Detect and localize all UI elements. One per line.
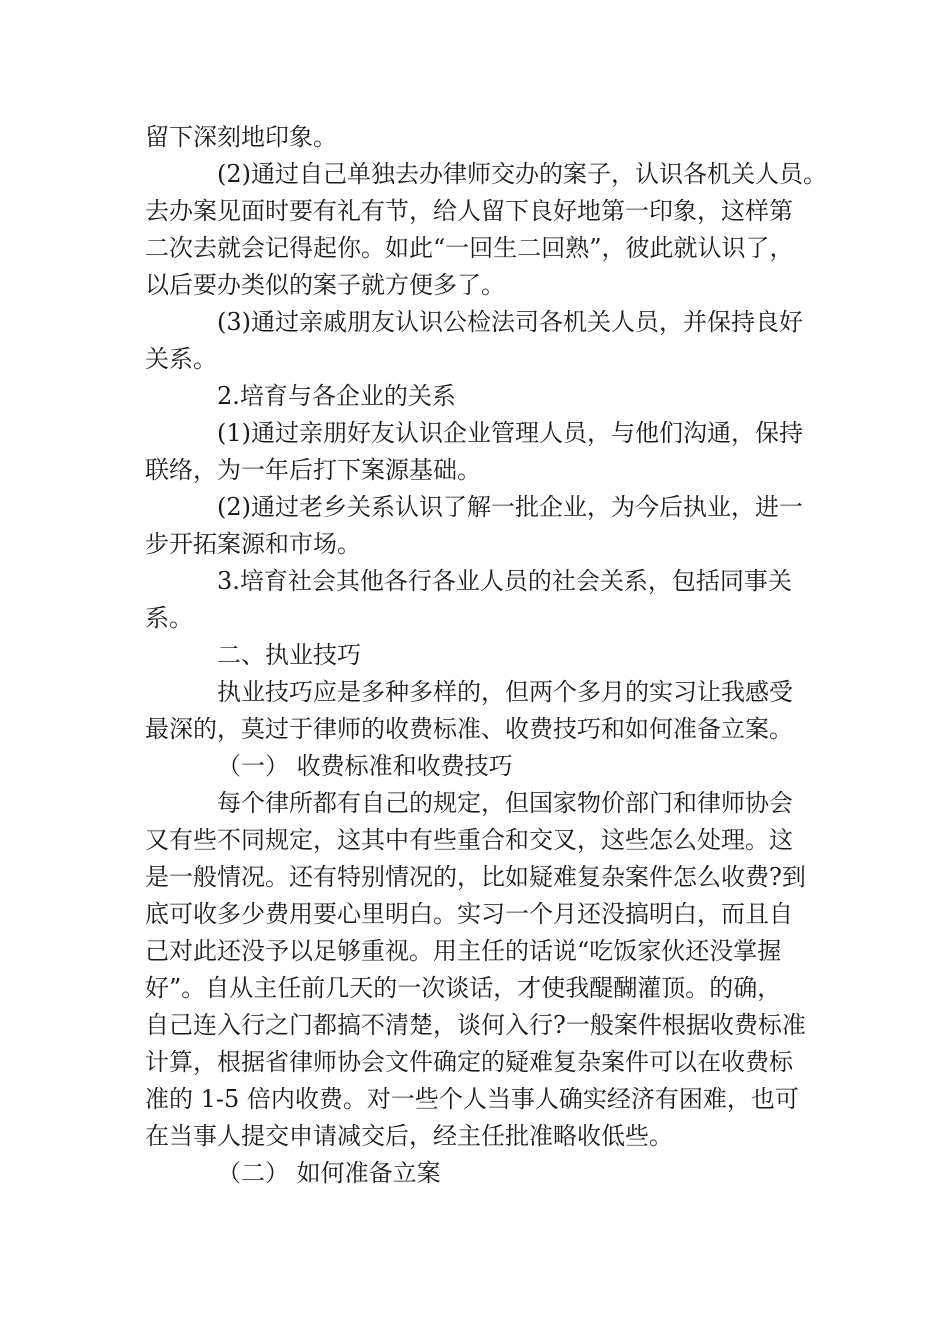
text-line: 3.培育社会其他各行各业人员的社会关系，包括同事关: [217, 567, 792, 595]
text-line: 系。: [145, 604, 193, 632]
text-line: 最深的，莫过于律师的收费标准、收费技巧和如何准备立案。: [145, 715, 793, 743]
section-heading: 二、执业技巧: [217, 641, 361, 669]
text-line: 关系。: [145, 345, 217, 373]
section-heading: （一） 收费标准和收费技巧: [217, 752, 513, 780]
text-line: (1)通过亲朋好友认识企业管理人员，与他们沟通，保持: [217, 419, 803, 447]
section-heading: （二） 如何准备立案: [217, 1159, 441, 1187]
text-line: 是一般情况。还有特别情况的，比如疑难复杂案件怎么收费?到: [145, 863, 806, 891]
text-line: 准的 1-5 倍内收费。对一些个人当事人确实经济有困难，也可: [145, 1085, 799, 1113]
text-line: 又有些不同规定，这其中有些重合和交叉，这些怎么处理。这: [145, 826, 793, 854]
text-line: 去办案见面时要有礼有节，给人留下良好地第一印象，这样第: [145, 197, 793, 225]
section-heading: 2.培育与各企业的关系: [217, 382, 456, 410]
text-line: (2)通过老乡关系认识了解一批企业，为今后执业，进一: [217, 493, 803, 521]
text-line: 计算，根据省律师协会文件确定的疑难复杂案件可以在收费标: [145, 1048, 793, 1076]
text-line: 二次去就会记得起你。如此“一回生二回熟”，彼此就认识了，: [145, 234, 794, 262]
text-line: 联络，为一年后打下案源基础。: [145, 456, 481, 484]
text-line: 自己连入行之门都搞不清楚，谈何入行?一般案件根据收费标准: [145, 1011, 806, 1039]
text-line: 己对此还没予以足够重视。用主任的话说“吃饭家伙还没掌握: [145, 937, 782, 965]
text-line: 在当事人提交申请减交后，经主任批准略收低些。: [145, 1122, 673, 1150]
text-line: 底可收多少费用要心里明白。实习一个月还没搞明白，而且自: [145, 900, 793, 928]
text-line: 好”。自从主任前几天的一次谈话，才使我醍醐灌顶。的确，: [145, 974, 782, 1002]
text-line: 留下深刻地印象。: [145, 123, 337, 151]
text-line: 以后要办类似的案子就方便多了。: [145, 271, 505, 299]
text-line: 每个律所都有自己的规定，但国家物价部门和律师协会: [217, 789, 793, 817]
text-line: (3)通过亲戚朋友认识公检法司各机关人员，并保持良好: [217, 308, 803, 336]
text-line: (2)通过自己单独去办律师交办的案子，认识各机关人员。: [217, 160, 827, 188]
text-line: 执业技巧应是多种多样的，但两个多月的实习让我感受: [217, 678, 793, 706]
text-line: 步开拓案源和市场。: [145, 530, 361, 558]
